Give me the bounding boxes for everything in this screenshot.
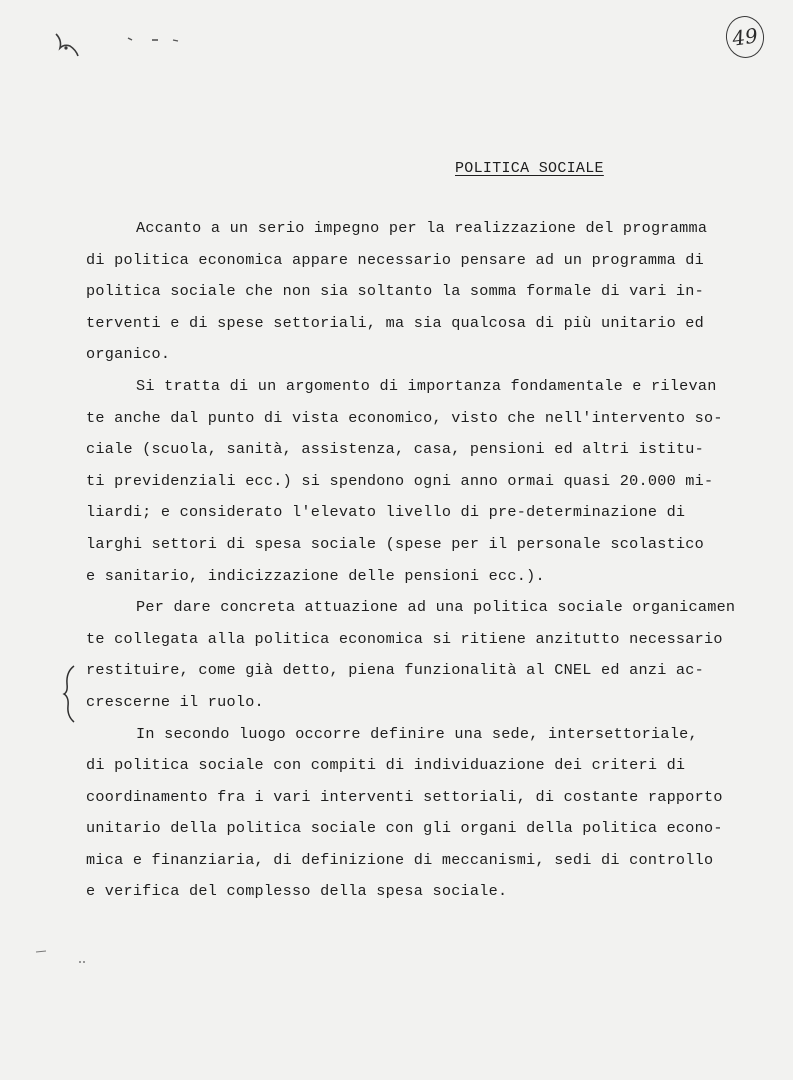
text-line: ti previdenziali ecc.) si spendono ogni anno ormai quasi 20.000 mi-: [86, 471, 714, 490]
text-line: Per dare concreta attuazione ad una politica sociale organicamen: [136, 598, 736, 617]
text-line: Accanto a un serio impegno per la realizzazione del programma: [136, 219, 708, 237]
bottom-ink-marks: [34, 948, 94, 968]
text-line: terventi e di spese settoriali, ma sia qualcosa di più unitario ed: [86, 313, 705, 332]
text-line: restituire, come già detto, piena funzionalità al CNEL ed anzi ac-: [86, 661, 705, 680]
text-line: Si tratta di un argomento di importanza fondamentale e rilevan: [136, 376, 717, 395]
page-title: POLITICA SOCIALE: [455, 160, 604, 177]
text-line: di politica sociale con compiti di individuazione dei criteri di: [86, 756, 686, 775]
document-body: [86, 213, 746, 908]
corner-ink-marks: [48, 26, 198, 66]
text-line: politica sociale che non sia soltanto la somma formale di vari in-: [86, 282, 705, 301]
text-line: te anche dal punto di vista economico, visto che nell'intervento so-: [86, 408, 723, 427]
text-line: di politica economica appare necessario pensare ad un programma di: [86, 250, 705, 269]
text-line: te collegata alla politica economica si ritiene anzitutto necessario: [86, 629, 723, 648]
text-line: In secondo luogo occorre definire una sede, intersettoriale,: [136, 724, 698, 743]
text-line: larghi settori di spesa sociale (spese per il personale scolastico: [86, 534, 705, 553]
handwritten-page-number: 49: [723, 14, 766, 61]
text-line: unitario della politica sociale con gli organi della politica econo-: [86, 819, 723, 838]
text-line: ciale (scuola, sanità, assistenza, casa, pensioni ed altri istitu-: [86, 440, 705, 459]
text-line: mica e finanziaria, di definizione di meccanismi, sedi di controllo: [86, 850, 714, 869]
text-line: e verifica del complesso della spesa sociale.: [86, 882, 508, 901]
margin-bracket-mark: [62, 664, 76, 724]
text-line: liardi; e considerato l'elevato livello di pre-determinazione di: [86, 503, 686, 522]
text-line: coordinamento fra i vari interventi settoriali, di costante rapporto: [86, 787, 723, 806]
text-line: e sanitario, indicizzazione delle pensioni ecc.).: [86, 566, 545, 585]
text-line: organico.: [86, 345, 171, 364]
text-line: crescerne il ruolo.: [86, 692, 264, 711]
